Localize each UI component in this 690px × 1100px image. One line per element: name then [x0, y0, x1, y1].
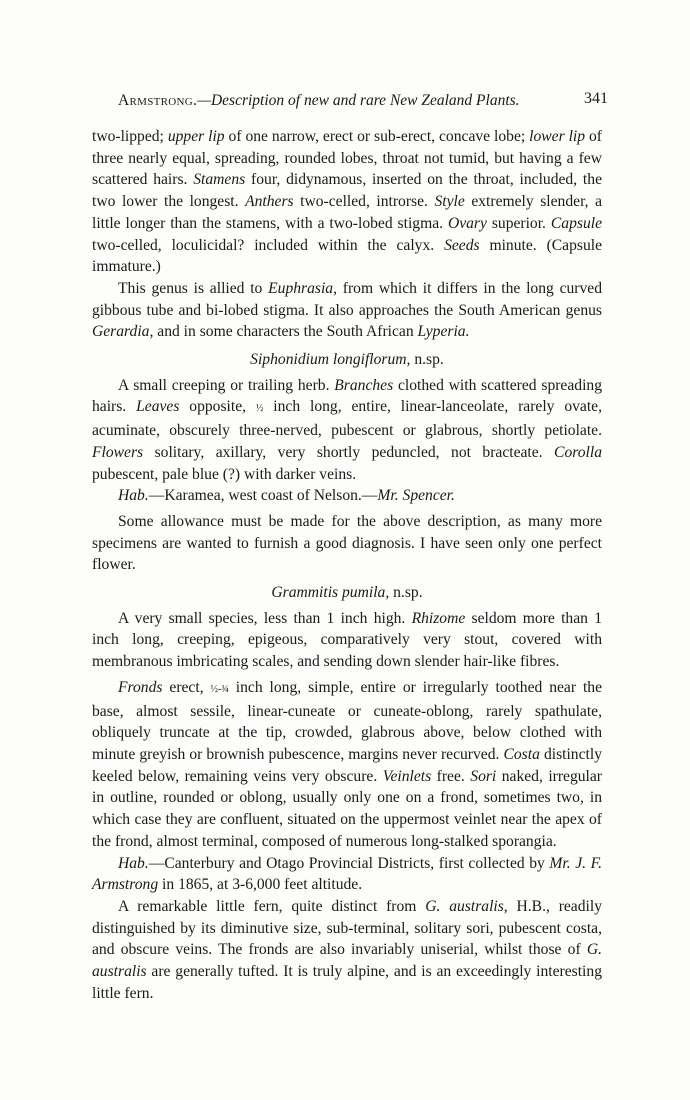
paragraph-allowance: Some allowance must be made for the above description, as many more specimens are wanted to furnish a good diagnosis. I have seen only one perfect flower.	[92, 512, 602, 574]
paragraph-grammitis-fronds: Fronds erect, ½-¾ inch long, simple, entire or irregularly toothed near the base, almost sessile, linear-cuneate or cuneate-oblong, rarely spathulate, obliquely truncate at the tip, crowded, glabrous above, below clothed with minute greyish or brownish pubescence, margins never recurved. Costa distinctly keeled below, remaining veins very obscure. Veinlets free. Sori naked, irregular in outline, rounded or oblong, usually only one on a frond, sometimes two, in which case they are confluent, situated on the uppermost veinlet near the apex of the frond, almost terminal, composed of numerous long-stalked sporangia.	[92, 678, 602, 850]
paragraph-description-continued: two-lipped; upper lip of one narrow, erect or sub-erect, concave lobe; lower lip of three nearly equal, spreading, rounded lobes, throat not tumid, but having a few scattered hairs. Stamens four, didynamous, inserted on the throat, included, the two lower the longest. Anthers two-celled, introrse. Style extremely slender, a little longer than the stamens, with a two-lobed stigma. Ovary superior. Capsule two-celled, loculicidal? included within the calyx. Seeds minute. (Capsule immature.)	[92, 128, 603, 276]
species-heading-siphonidium: Siphonidium longiflorum, n.sp.	[250, 351, 444, 369]
paragraph-siphonidium-description: A small creeping or trailing herb. Branches clothed with scattered spreading hairs. Leaves opposite, ½ inch long, entire, linear-lanceolate, rarely ovate, acuminate, obscurely three-nerved, pubescent or glabrous, shortly petiolate. Flowers solitary, axillary, very shortly peduncled, not bracteate. Corolla pubescent, pale blue (?) with darker veins.	[92, 376, 603, 483]
paragraph-grammitis-habitat: Hab.—Canterbury and Otago Provincial Districts, first collected by Mr. J. F. Armstrong in 1865, at 3-6,000 feet altitude.	[92, 854, 602, 894]
running-head	[118, 92, 608, 110]
paragraph-grammitis-rhizome: A very small species, less than 1 inch high. Rhizome seldom more than 1 inch long, creeping, epigeous, comparatively very stout, covered with membranous imbricating scales, and sending down slender hair-like fibres.	[92, 609, 602, 671]
page-number: 341	[584, 90, 608, 107]
header-title: —Description of new and rare New Zealand Plants.	[197, 92, 520, 109]
paragraph-grammitis-remarks: A remarkable little fern, quite distinct from G. australis, H.B., readily distinguished by its diminutive size, sub-terminal, solitary sori, pubescent costa, and obscure veins. The fronds are also invariably uniserial, whilst those of G. australis are generally tufted. It is truly alpine, and is an exceedingly interesting little fern.	[92, 897, 602, 1002]
article-body	[92, 126, 602, 1004]
paragraph-genus-affinity: This genus is allied to Euphrasia, from which it differs in the long curved gibbous tube and bi-lobed stigma. It also approaches the South American genus Gerardia, and in some characters the South African Lyperia.	[92, 279, 602, 341]
species-heading-grammitis: Grammitis pumila, n.sp.	[271, 584, 423, 602]
paragraph-siphonidium-habitat: Hab.—Karamea, west coast of Nelson.—Mr. Spencer.	[118, 487, 455, 505]
header-author: Armstrong.	[118, 92, 198, 109]
